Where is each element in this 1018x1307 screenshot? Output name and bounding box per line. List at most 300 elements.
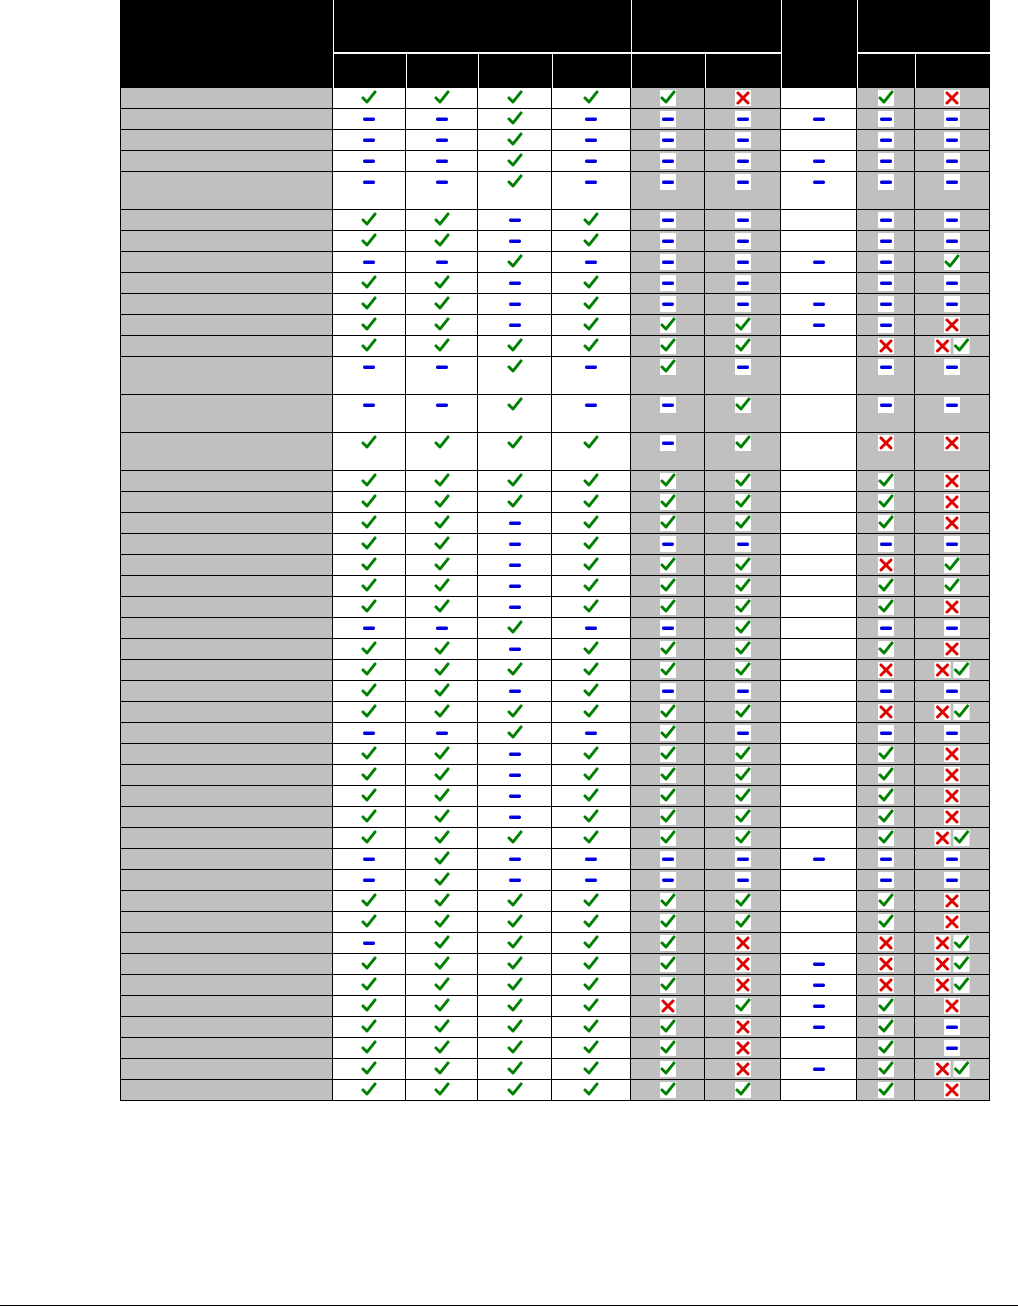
table-cell [552,1080,631,1101]
check-icon [660,662,676,678]
check-icon [434,830,450,846]
check-icon [583,767,599,783]
check-icon [583,557,599,573]
dash-icon [660,111,676,127]
table-cell [631,315,705,336]
check-icon [878,473,894,489]
cell-symbols [878,254,894,270]
table-cell [478,702,552,723]
cell-symbols [735,153,751,169]
cell-symbols [878,494,894,510]
check-icon [583,641,599,657]
table-cell [333,933,406,954]
cell-symbols [361,767,377,783]
table-cell [333,513,406,534]
cell-symbols [507,830,523,846]
cell-symbols [361,557,377,573]
dash-icon [507,233,523,249]
check-icon [660,788,676,804]
cell-symbols [434,90,450,106]
cell-symbols [361,359,377,375]
table-cell [406,151,478,172]
cell-symbols [583,599,599,615]
dash-icon [660,275,676,291]
check-icon [361,557,377,573]
table-cell [631,395,705,433]
dash-icon [660,153,676,169]
table-cell [781,294,857,315]
cell-symbols [660,641,676,657]
table-cell [857,996,915,1017]
check-icon [434,788,450,804]
table-cell [631,433,705,471]
cell-symbols [361,662,377,678]
cell-symbols [660,620,676,636]
dash-icon [660,296,676,312]
cell-symbols [583,254,599,270]
cell-symbols [583,578,599,594]
cell-symbols [361,397,377,413]
table-cell [552,849,631,870]
table-cell [406,954,478,975]
check-icon [434,956,450,972]
cell-symbols [878,851,894,867]
cell-symbols [878,1019,894,1035]
check-icon [434,914,450,930]
dash-icon [660,435,676,451]
cell-symbols [507,212,523,228]
check-icon [878,893,894,909]
check-icon [954,977,970,993]
dash-icon [507,578,523,594]
table-cell [478,807,552,828]
cell-symbols [735,620,751,636]
dash-icon [361,132,377,148]
table-cell [552,395,631,433]
table-cell [333,660,406,681]
cell-symbols [935,704,970,720]
check-icon [735,704,751,720]
cell-symbols [583,233,599,249]
table-cell [478,954,552,975]
cell-symbols [434,599,450,615]
table-cell [857,1080,915,1101]
check-icon [434,317,450,333]
cell-symbols [878,998,894,1014]
header-group-4 [857,0,990,52]
dash-icon [434,111,450,127]
cell-symbols [811,1019,827,1035]
cell-symbols [935,977,970,993]
dash-icon [361,620,377,636]
cell-symbols [361,935,377,951]
table-cell [781,870,857,891]
check-icon [735,1082,751,1098]
table-cell [478,597,552,618]
table-cell [478,660,552,681]
table-cell [406,88,478,109]
table-cell [857,702,915,723]
cell-symbols [434,641,450,657]
check-icon [434,872,450,888]
table-cell [333,702,406,723]
check-icon [507,830,523,846]
cell-symbols [583,494,599,510]
table-cell [705,252,781,273]
cell-symbols [583,536,599,552]
check-icon [361,536,377,552]
table-cell [857,252,915,273]
table-cell [406,660,478,681]
dash-icon [583,132,599,148]
dash-icon [361,935,377,951]
cell-symbols [434,998,450,1014]
cell-symbols [583,851,599,867]
table-cell [915,130,990,151]
cell-symbols [660,473,676,489]
cell-symbols [944,132,960,148]
cell-symbols [944,153,960,169]
table-cell [333,130,406,151]
cell-symbols [735,662,751,678]
cell-symbols [507,641,523,657]
cell-symbols [944,536,960,552]
dash-icon [878,212,894,228]
table-cell [705,744,781,765]
cell-symbols [878,935,894,951]
check-icon [660,809,676,825]
table-cell [705,555,781,576]
check-icon [434,746,450,762]
table-cell [915,786,990,807]
cell-symbols [434,1019,450,1035]
cell-symbols [935,338,970,354]
table-cell [915,357,990,395]
check-icon [954,1061,970,1077]
dash-icon [811,174,827,190]
table-cell [705,702,781,723]
row-label [120,744,333,765]
table-cell [333,807,406,828]
table-cell [705,681,781,702]
header-separator [781,0,782,88]
cell-symbols [735,1019,751,1035]
check-icon [660,515,676,531]
cell-symbols [735,956,751,972]
table-cell [333,765,406,786]
check-icon [735,662,751,678]
check-icon [878,767,894,783]
row-label [120,954,333,975]
dash-icon [735,359,751,375]
table-cell [915,954,990,975]
cell-symbols [735,704,751,720]
check-icon [507,1040,523,1056]
header-subcolumn-4 [552,54,631,88]
cell-symbols [660,494,676,510]
table-cell [705,315,781,336]
check-icon [583,788,599,804]
table-cell [333,597,406,618]
table-cell [333,357,406,395]
table-cell [781,172,857,210]
cell-symbols [361,998,377,1014]
check-icon [878,494,894,510]
table-cell [478,109,552,130]
cell-symbols [361,90,377,106]
cell-symbols [361,111,377,127]
table-cell [406,315,478,336]
table-cell [705,975,781,996]
cell-symbols [878,557,894,573]
cell-symbols [660,830,676,846]
dash-icon [878,317,894,333]
check-icon [434,683,450,699]
cell-symbols [735,893,751,909]
dash-icon [735,872,751,888]
check-icon [660,893,676,909]
dash-icon [944,212,960,228]
table-cell [333,1038,406,1059]
dash-icon [735,153,751,169]
dash-icon [944,683,960,699]
check-icon [735,746,751,762]
check-icon [583,275,599,291]
cell-symbols [583,788,599,804]
table-cell [915,109,990,130]
table-cell [915,88,990,109]
row-label [120,172,333,210]
cell-symbols [878,174,894,190]
check-icon [434,641,450,657]
cell-symbols [583,1040,599,1056]
table-cell [478,1080,552,1101]
cell-symbols [583,830,599,846]
cell-symbols [660,233,676,249]
cell-symbols [361,212,377,228]
cell-symbols [434,767,450,783]
dash-icon [944,620,960,636]
table-cell [915,639,990,660]
table-cell [631,294,705,315]
cell-symbols [935,956,970,972]
cell-symbols [735,132,751,148]
cell-symbols [944,872,960,888]
check-icon [660,1019,676,1035]
table-cell [705,210,781,231]
table-cell [333,618,406,639]
cell-symbols [735,977,751,993]
table-cell [333,723,406,744]
cell-symbols [735,851,751,867]
table-cell [333,1017,406,1038]
cross-icon [935,338,951,354]
table-cell [552,492,631,513]
table-border [120,88,121,1101]
table-cell [705,1017,781,1038]
header-group-2 [631,0,781,52]
table-cell [915,210,990,231]
table-cell [857,828,915,849]
table-cell [478,273,552,294]
table-cell [552,88,631,109]
cell-symbols [434,851,450,867]
table-cell [631,492,705,513]
cell-symbols [361,536,377,552]
dash-icon [878,174,894,190]
table-cell [406,996,478,1017]
table-cell [333,786,406,807]
table-cell [631,172,705,210]
cell-symbols [735,90,751,106]
dash-icon [944,275,960,291]
cell-symbols [735,111,751,127]
cell-symbols [583,111,599,127]
table-cell [631,765,705,786]
check-icon [735,641,751,657]
check-icon [507,494,523,510]
cell-symbols [735,809,751,825]
dash-icon [735,254,751,270]
cell-symbols [878,893,894,909]
cross-icon [944,998,960,1014]
table-cell [705,912,781,933]
table-cell [705,807,781,828]
table-cell [915,912,990,933]
check-icon [434,578,450,594]
cell-symbols [660,851,676,867]
table-cell [857,492,915,513]
table-cell [406,828,478,849]
table-cell [705,996,781,1017]
check-icon [660,704,676,720]
table-cell [631,723,705,744]
cell-symbols [878,397,894,413]
cell-symbols [583,153,599,169]
cell-symbols [811,317,827,333]
cell-symbols [944,788,960,804]
cell-symbols [434,296,450,312]
check-icon [361,830,377,846]
table-cell [631,88,705,109]
row-label [120,336,333,357]
dash-icon [944,725,960,741]
cell-symbols [434,956,450,972]
cell-symbols [434,1082,450,1098]
cell-symbols [361,599,377,615]
dash-icon [583,851,599,867]
table-cell [781,357,857,395]
cell-symbols [361,725,377,741]
cell-symbols [361,746,377,762]
cell-symbols [583,473,599,489]
table-cell [631,807,705,828]
table-cell [552,315,631,336]
table-cell [333,639,406,660]
table-cell [478,912,552,933]
table-cell [781,891,857,912]
table-cell [552,433,631,471]
check-icon [507,956,523,972]
table-cell [915,723,990,744]
cell-symbols [434,1061,450,1077]
cell-symbols [811,111,827,127]
check-icon [878,746,894,762]
cell-symbols [878,578,894,594]
table-cell [705,891,781,912]
table-cell [781,744,857,765]
table-cell [552,1038,631,1059]
check-icon [507,254,523,270]
cell-symbols [944,111,960,127]
dash-icon [660,174,676,190]
cell-symbols [878,977,894,993]
row-label [120,1038,333,1059]
check-icon [434,90,450,106]
dash-icon [944,851,960,867]
check-icon [507,620,523,636]
table-cell [333,1080,406,1101]
dash-icon [811,956,827,972]
table-cell [406,849,478,870]
row-label [120,534,333,555]
table-cell [552,534,631,555]
table-cell [781,597,857,618]
cell-symbols [434,1040,450,1056]
dash-icon [361,872,377,888]
dash-icon [735,174,751,190]
table-cell [478,130,552,151]
table-cell [915,151,990,172]
table-cell [781,576,857,597]
table-cell [631,1080,705,1101]
check-icon [361,662,377,678]
cell-symbols [507,935,523,951]
cell-symbols [361,515,377,531]
dash-icon [660,212,676,228]
check-icon [660,914,676,930]
dash-icon [361,254,377,270]
check-icon [583,536,599,552]
cell-symbols [507,704,523,720]
table-cell [333,273,406,294]
table-cell [478,433,552,471]
table-cell [781,1059,857,1080]
table-cell [478,1017,552,1038]
table-cell [631,891,705,912]
cell-symbols [361,1019,377,1035]
cell-symbols [361,275,377,291]
cell-symbols [735,767,751,783]
cell-symbols [507,1040,523,1056]
check-icon [735,914,751,930]
check-icon [361,788,377,804]
table-cell [333,555,406,576]
cell-symbols [811,174,827,190]
table-cell [915,870,990,891]
table-cell [478,252,552,273]
check-icon [660,830,676,846]
cell-symbols [811,296,827,312]
table-cell [406,513,478,534]
table-cell [705,933,781,954]
table-cell [333,891,406,912]
check-icon [944,557,960,573]
table-cell [552,933,631,954]
header-group-1 [333,0,631,52]
cell-symbols [434,174,450,190]
cross-icon [735,1040,751,1056]
